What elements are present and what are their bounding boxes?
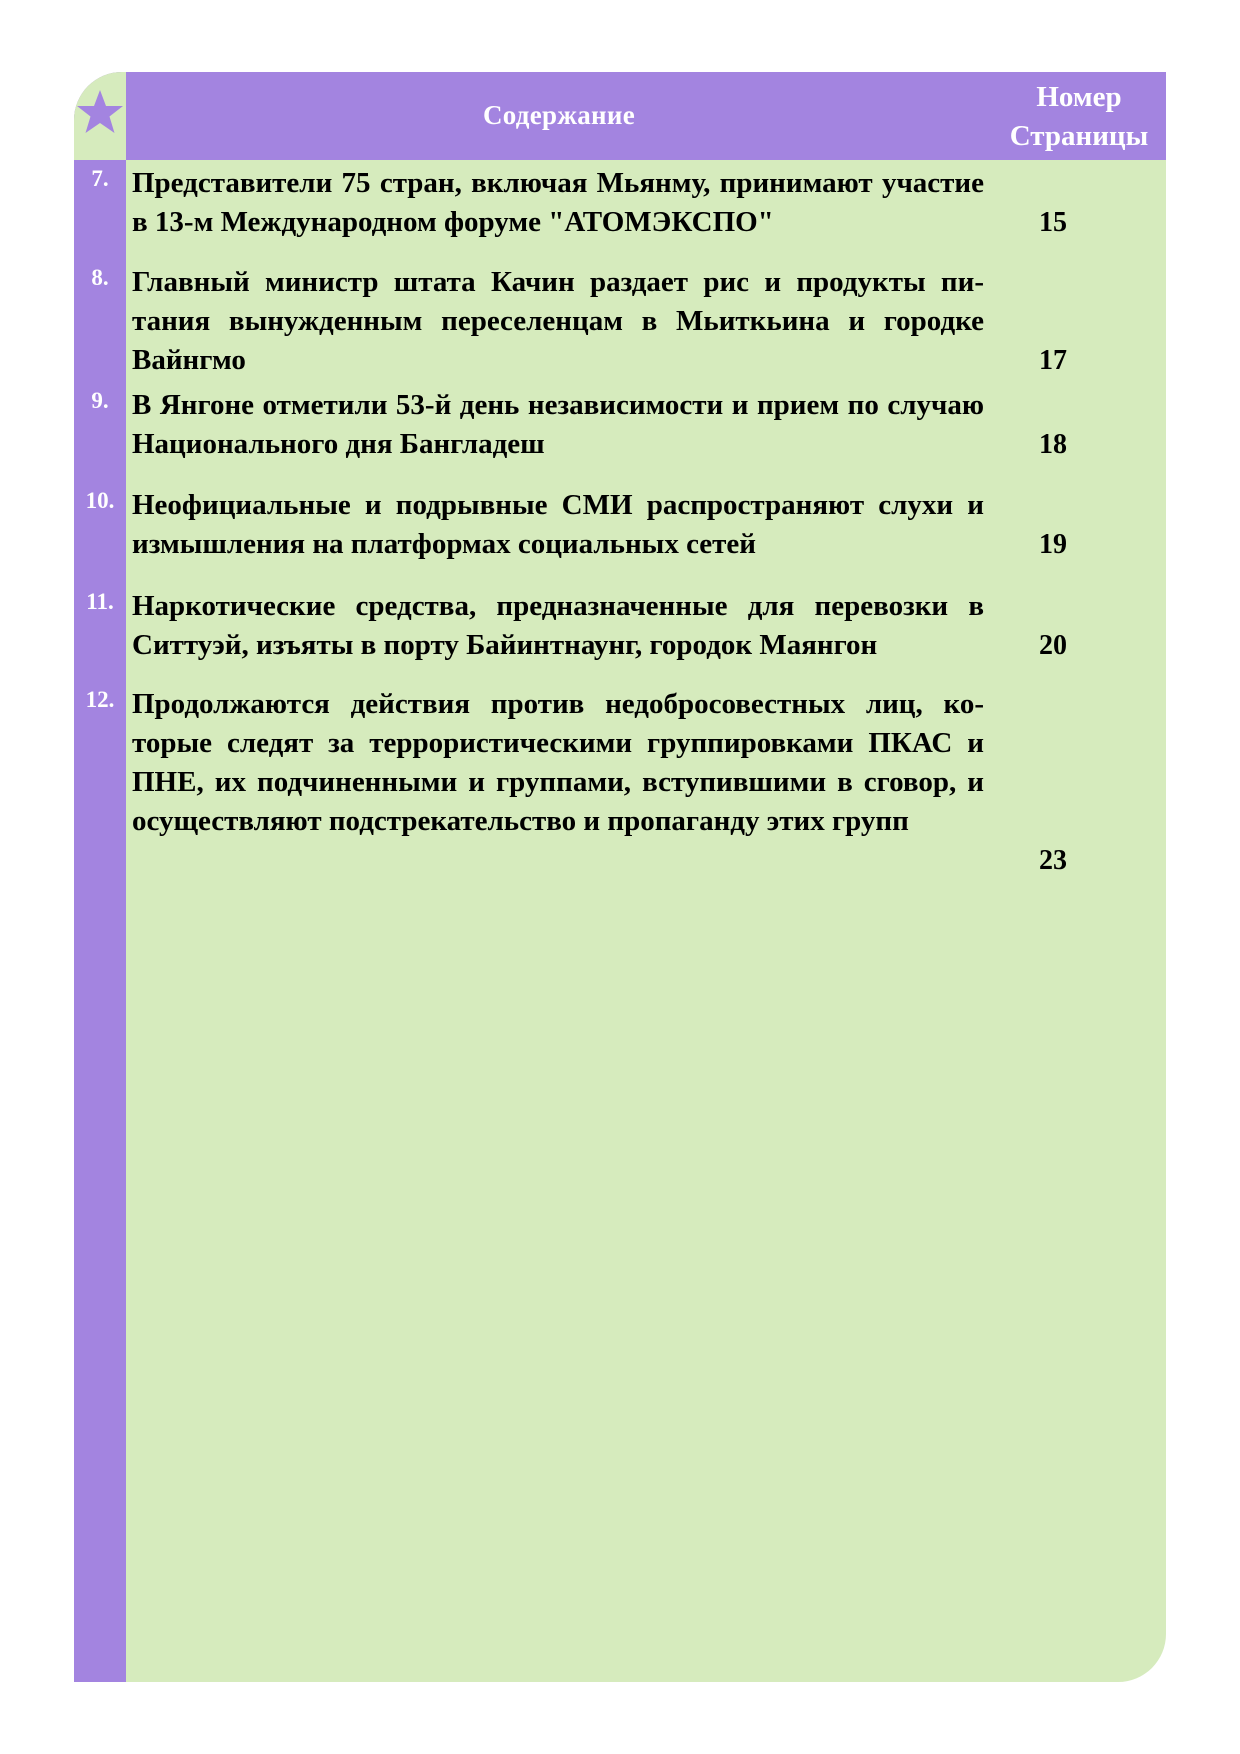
page-number-heading-line2: Страницы	[1009, 120, 1149, 152]
entry-title[interactable]: В Янгоне отметили 53-й день независимости и прием по случаю Национального дня Бангладеш	[132, 389, 984, 460]
entry-title[interactable]: Представители 75 стран, включая Мьянму, принимают участие в 13-м Международном форуме "АТОМЭКСПО"	[132, 167, 984, 238]
entry-title[interactable]: Продолжаются действия против недобросовестных лиц, которые следят за террористическими группировками ПКАС и ПНЕ, их подчиненными и группами, вступившими в сговор, и осуществляют подстрекательство и пропаганду этих групп	[132, 688, 984, 837]
entry-page-number[interactable]: 17	[1039, 345, 1067, 376]
entry-number: 10.	[85, 488, 115, 513]
entry-page-number[interactable]: 15	[1039, 207, 1067, 238]
entry-title[interactable]: Главный министр штата Качин раздает рис и продукты питания вынужденным переселенцам в Мьиткьина и городке Вайнгмо	[132, 266, 984, 376]
numbering-sidebar	[74, 72, 126, 1682]
entry-page-number[interactable]: 19	[1039, 529, 1067, 560]
entry-title[interactable]: Наркотические средства, предназначенные для перевозки в Ситтуэй, изъяты в порту Байинтнаунг, городок Маянгон	[132, 590, 984, 661]
corner-box	[74, 72, 126, 160]
contents-heading: Содержание	[482, 100, 636, 130]
star-icon	[76, 88, 124, 136]
table-header	[126, 72, 1166, 160]
entry-page-number[interactable]: 23	[1039, 845, 1067, 876]
entry-page-number[interactable]: 18	[1039, 429, 1067, 460]
page-number-heading	[992, 78, 1166, 156]
entry-number: 11.	[86, 589, 114, 614]
entry-title[interactable]: Неофициальные и подрывные СМИ распространяют слухи и измышления на платформах социальных сетей	[132, 489, 984, 560]
entry-page-number[interactable]: 20	[1039, 630, 1067, 661]
entry-number: 9.	[91, 388, 109, 413]
page-number-heading-line1: Номер	[1036, 81, 1122, 113]
entry-number: 12.	[85, 687, 115, 712]
contents-panel	[74, 72, 1166, 1682]
entry-number: 7.	[91, 166, 109, 191]
entry-number: 8.	[91, 265, 109, 290]
